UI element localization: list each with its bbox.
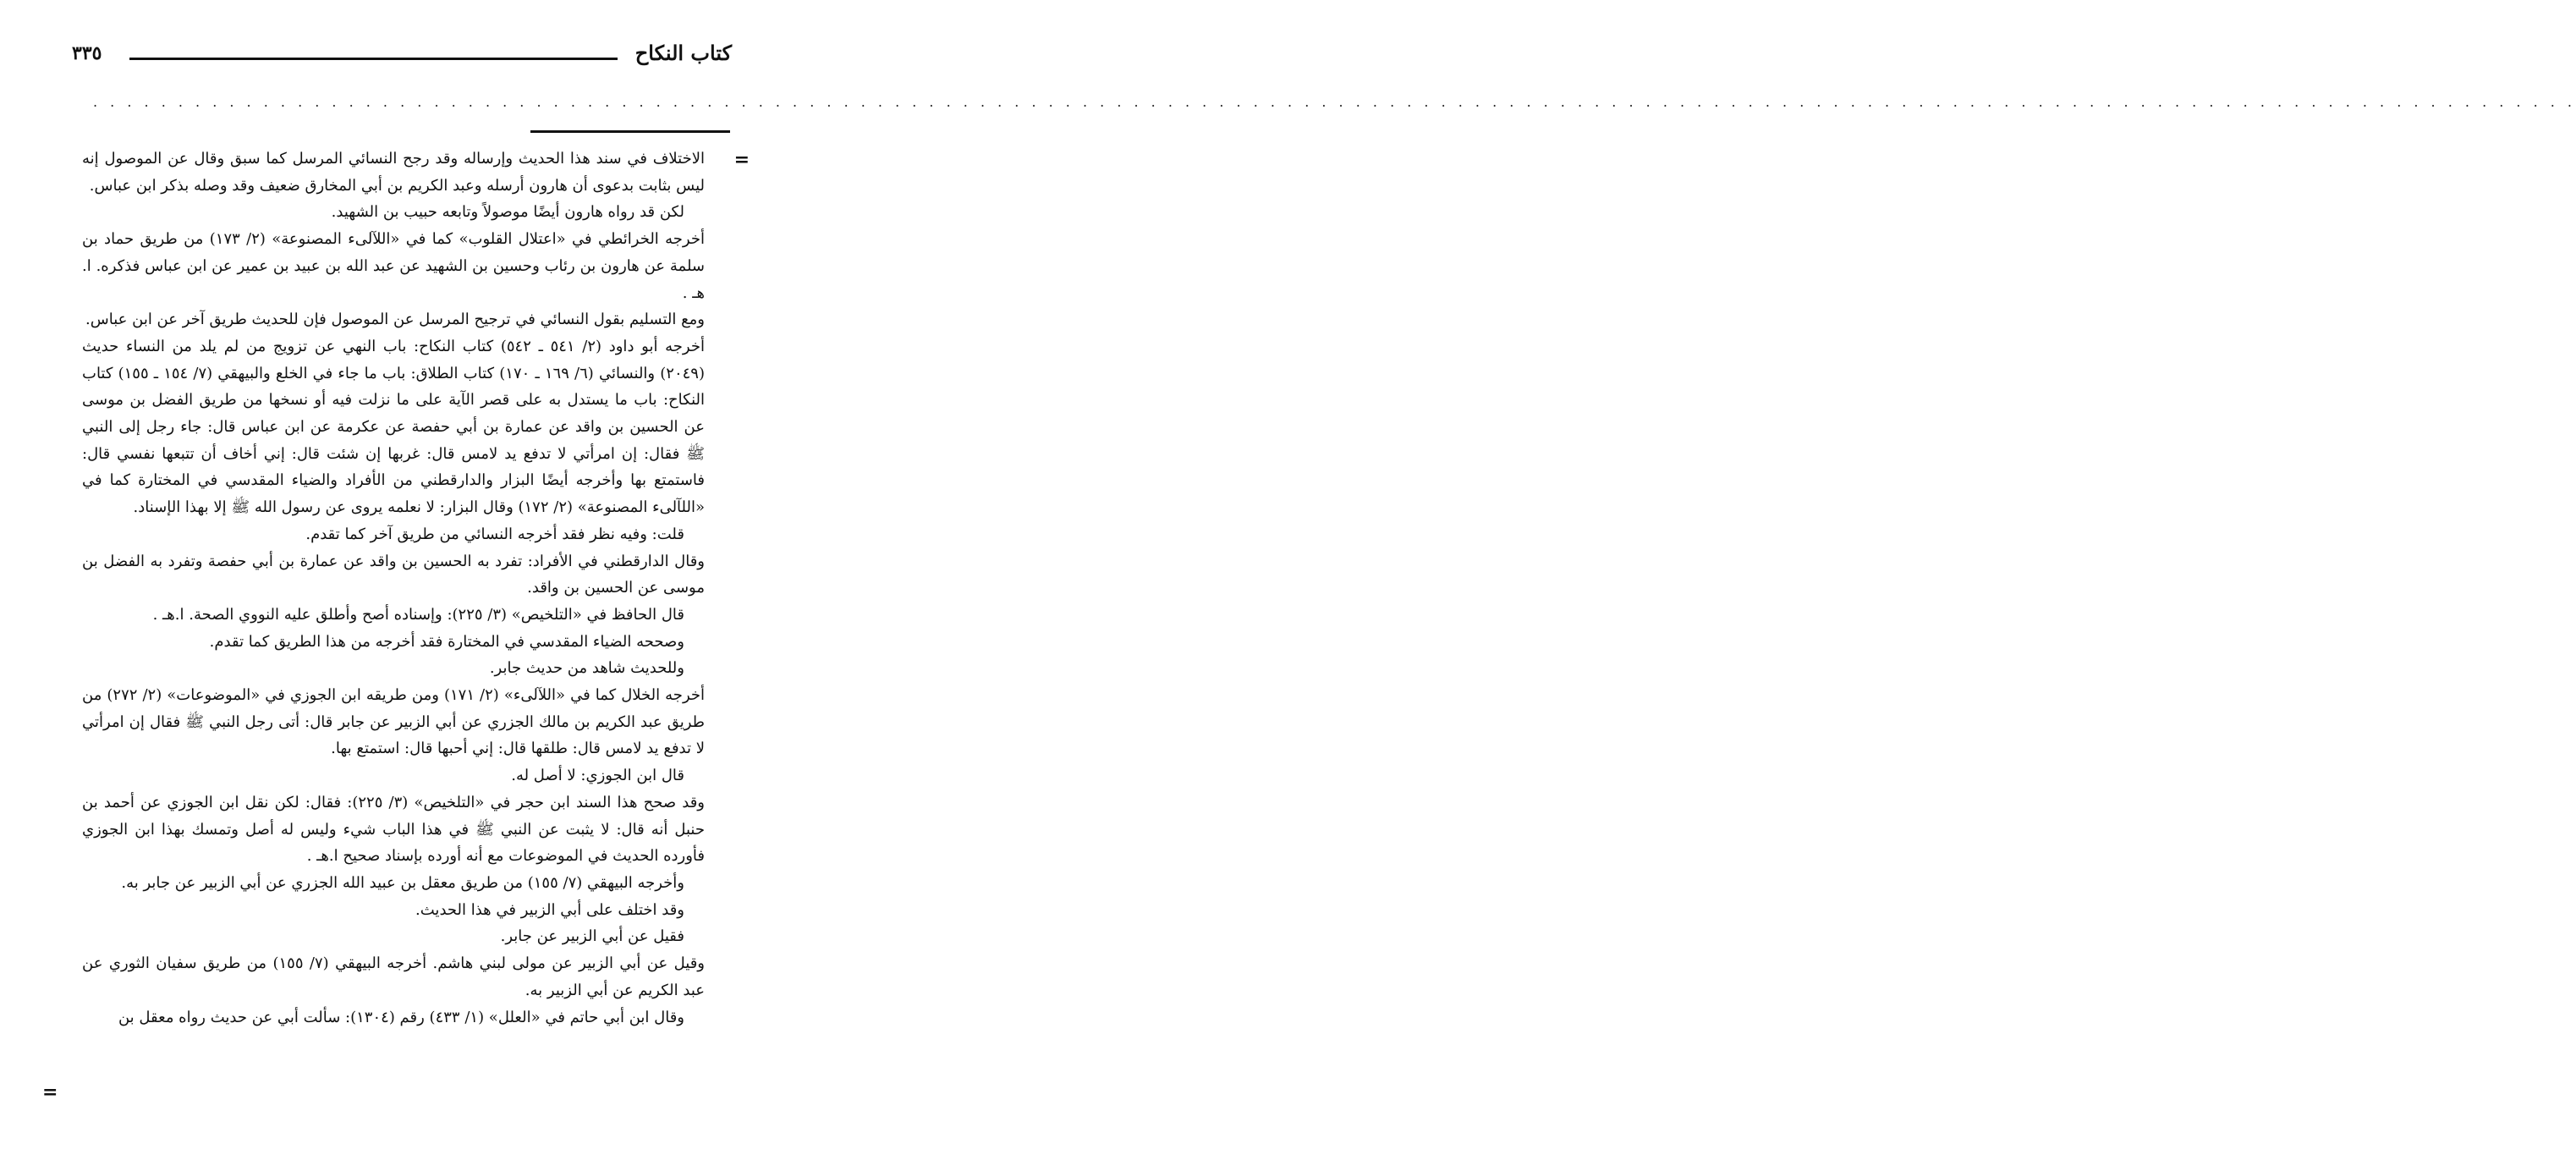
paragraph: ومع التسليم بقول النسائي في ترجيح المرسل عن الموصول فإن للحديث طريق آخر عن ابن عباس. [85,311,705,329]
paragraph: لكن قد رواه هارون أيضًا موصولاً وتابعه حبيب بن الشهيد. [331,203,684,222]
paragraph: قلت: وفيه نظر فقد أخرجه النسائي من طريق آخر كما تقدم. [305,525,684,543]
paragraph: وقيل عن أبي الزبير عن مولى لبني هاشم. أخرجه البيهقي (٧/ ١٥٥) من طريق سفيان الثوري عن عبد الكريم عن أبي الزبير به. [82,954,705,999]
header-rule [129,58,618,60]
paragraph: قال الحافظ في «التلخيص» (٣/ ٢٢٥): وإسناده أصح وأطلق عليه النووي الصحة. ا.هـ . [152,605,684,624]
paragraph: وصححه الضياء المقدسي في المختارة فقد أخرجه من هذا الطريق كما تقدم. [209,632,684,651]
footnote-dotted-separator: . . . . . . . . . . . . . . . . . . . . . . . . . . . . . . . . . . . . . . . . . . . . . . . . . . . . . . . . . . . . . . . . . . . . . . . . . . . . . . . . . . . . . . . . . . . . . . . . . . . . . . . . . . . . . . . . . . . . . . . . . . . . . . . . . . . . . . . . . . . . . . . . . . [93,94,2576,110]
paragraph: وقال الدارقطني في الأفراد: تفرد به الحسين بن واقد عن عمارة بن أبي حفصة وتفرد به الفضل بن موسى عن الحسين بن واقد. [82,552,705,597]
paragraph: وقال ابن أبي حاتم في «العلل» (١/ ٤٣٣) رقم (١٣٠٤): سألت أبي عن حديث رواه معقل بن [118,1008,684,1026]
page-header [72,32,732,83]
paragraph: فقيل عن أبي الزبير عن جابر. [500,927,684,946]
paragraph: وللحديث شاهد من حديث جابر. [489,659,684,678]
paragraph: قال ابن الجوزي: لا أصل له. [511,767,684,785]
paragraph: أخرجه الخرائطي في «اعتلال القلوب» كما في «اللآلىء المصنوعة» (٢/ ١٧٣) من طريق حماد بن سلمة عن هارون بن رئاب وحسين بن الشهيد عن عبد الله بن عبيد بن عمير عن ابن عباس فذكره. ا. هـ . [82,230,705,302]
paragraph: وقد اختلف على أبي الزبير في هذا الحديث. [415,900,684,919]
footnote-body [82,146,705,1031]
footnote-rule [530,130,730,133]
paragraph: وأخرجه البيهقي (٧/ ١٥٥) من طريق معقل بن عبيد الله الجزري عن أبي الزبير عن جابر به. [121,873,684,892]
paragraph: وقد صحح هذا السند ابن حجر في «التلخيص» (٣/ ٢٢٥): فقال: لكن نقل ابن الجوزي عن أحمد بن حنبل أنه قال: لا يثبت عن النبي ﷺ في هذا الباب شيء وليس له أصل وتمسك بهذا ابن الجوزي فأورده الحديث في الموضوعات مع أنه أورده بإسناد صحيح ا.هـ . [82,793,705,866]
paragraph: الاختلاف في سند هذا الحديث وإرساله وقد رجح النسائي المرسل كما سبق وقال عن الموصول إنه ليس بثابت بدعوى أن هارون أرسله وعبد الكريم بن أبي المخارق ضعيف وقد وصله بذكر ابن عباس. [82,150,705,195]
paragraph: أخرجه أبو داود (٢/ ٥٤١ ـ ٥٤٢) كتاب النكاح: باب النهي عن تزويج من لم يلد من النساء حديث (٢٠٤٩) والنسائي (٦/ ١٦٩ ـ ١٧٠) كتاب الطلاق: باب ما جاء في الخلع والبيهقي (٧/ ١٥٤ ـ ١٥٥) كتاب النكاح: باب ما يستدل به على قصر الآية على ما نزلت فيه أو نسخها من طريق الفضل بن موسى عن الحسين بن واقد عن عمارة بن أبي حفصة عن عكرمة عن ابن عباس قال: جاء رجل إلى النبي ﷺ فقال: إن امرأتي لا تدفع يد لامس قال: غربها إن شئت قال: إني أخاف أن تتبعها نفسي قال: فاستمتع بها وأخرجه أيضًا البزار والدارقطني من الأفراد والضياء المقدسي في المختارة كما في «اللآلىء المصنوعة» (٢/ ١٧٢) وقال البزار: لا نعلمه يروى عن رسول الله ﷺ إلا بهذا الإسناد. [82,337,706,517]
continuation-mark-end: = [42,1081,58,1103]
paragraph: أخرجه الخلال كما في «اللآلىء» (٢/ ١٧١) ومن طريقه ابن الجوزي في «الموضوعات» (٢/ ٢٧٢) من طريق عبد الكريم بن مالك الجزري عن أبي الزبير عن جابر قال: أتى رجل النبي ﷺ فقال إن امرأتي لا تدفع يد لامس قال: طلقها قال: إني أحبها قال: استمتع بها. [82,686,705,758]
page-number: ٣٣٥ [72,42,102,64]
book-title: كتاب النكاح [634,41,732,65]
continuation-mark-start: = [733,149,750,171]
